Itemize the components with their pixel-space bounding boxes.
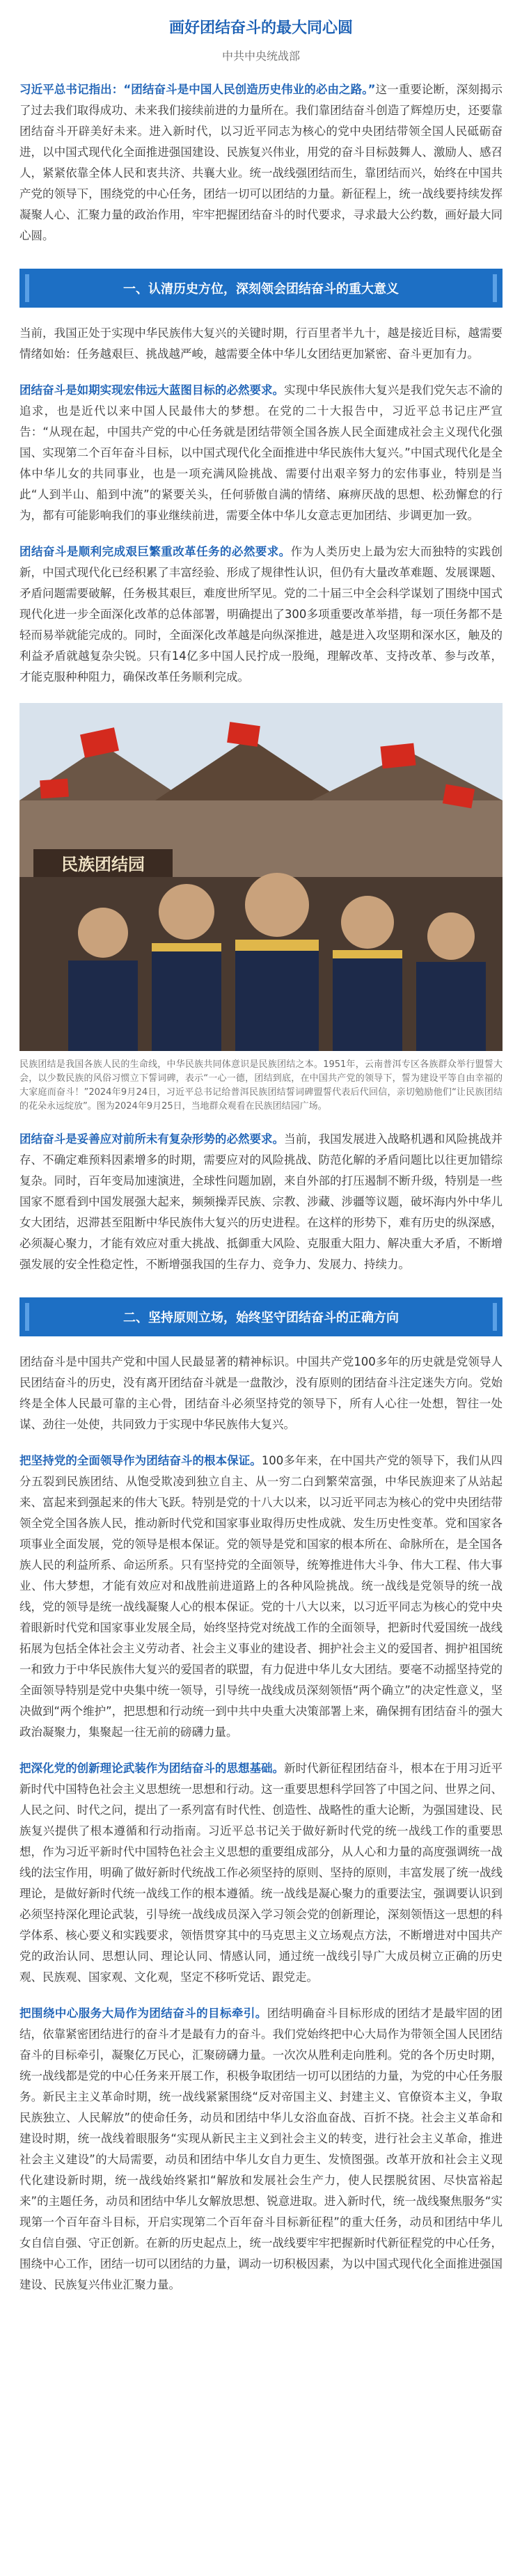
section2-p3-lead: 把深化党的创新理论武装作为团结奋斗的思想基础。 [19,1762,285,1775]
section1-p4-lead: 团结奋斗是妥善应对前所未有复杂形势的必然要求。 [19,1132,285,1146]
section1-paragraph-1: 当前，我国正处于实现中华民族伟大复兴的关键时期，行百里者半九十，越是接近目标，越需要情绪如始：任务越艰巨、挑战越严峻，越需要全体中华儿女团结更加紧密、奋斗更加有力。 [19,326,503,361]
section-heading-1: 一、认清历史方位，深刻领会团结奋斗的重大意义 [19,269,503,308]
section2-paragraph-1: 团结奋斗是中国共产党和中国人民最显著的精神标识。中国共产党100多年的历史就是党领导人民团结奋斗的历史，没有离开团结奋斗就是一盘散沙，没有原则的团结奋斗注定迷失方向。党始终是全体人民最可靠的主心骨，团结奋斗必须坚持党的领导下，所有人心往一处想，智往一处谋、劲往一处使，共同致力于实现中华民族伟大复兴。 [19,1355,503,1431]
photo-sign-text: 民族团结园 [61,855,145,874]
section2-paragraph-2 [19,1451,503,1743]
section1-p4-text: 当前，我国发展进入战略机遇和风险挑战并存、不确定难预料因素增多的时期，需要应对的风险挑战、防范化解的矛盾问题比以往更加错综复杂。同时，百年变局加速演进，全球性问题加剧，来自外部的打压遏制不断升级，特别是一些国家不愿看到中国发展强大起来，频频操弄民族、宗教、涉藏、涉疆等议题，破坏海内外中华儿女大团结，迟滞甚至阻断中华民族伟大复兴的历史进程。在这样的形势下，难有历史的纵深感，必须凝心聚力，才能有效应对重大挑战、抵御重大风险、克服重大阻力、解决重大矛盾，不断增强发展的安全性稳定性，不断增强我国的生存力、竞争力、发展力、持续力。 [19,1132,503,1271]
intro-lead: 习近平总书记指出：“团结奋斗是中国人民创造历史伟业的必由之路。” [19,83,376,96]
section1-paragraph-2 [19,380,503,526]
section2-paragraph-4 [19,2003,503,2296]
section1-p2-lead: 团结奋斗是如期实现宏伟远大蓝图目标的必然要求。 [19,384,285,397]
intro-text: 这一重要论断，深刻揭示了过去我们取得成功、未来我们接续前进的力量所在。我们靠团结奋斗创造了辉煌历史，还要靠团结奋斗开辟美好未来。进入新时代，以习近平同志为核心的党中央团结带领全国人民砥砺奋进，以中国式现代化全面推进强国建设、民族复兴伟业，用党的奋斗目标鼓舞人、激励人、感召人，紧紧依靠全体人民和衷共济、共襄大业。统一战线强团结而生，靠团结而兴，始终在中国共产党的领导下，围绕党的中心任务，团结一切可以团结的力量。新征程上，统一战线要持续发挥凝聚人心、汇聚力量的政治作用，牢牢把握团结奋斗的时代要求，寻求最大公约数，画好最大同心圆。 [19,83,503,242]
section1-paragraph-4 [19,1129,503,1275]
news-photo [19,703,503,1051]
section2-p2-text: 100多年来，在中国共产党的领导下，我们从四分五裂到民族团结、从饱受欺凌到独立自主、从一穷二白到繁荣富强，中华民族迎来了从站起来、富起来到强起来的伟大飞跃。特别是党的十八大以来，以习近平同志为核心的党中央团结带领全党全国各族人民，推动新时代党和国家事业取得历史性成就、发生历史性变革。党和国家各项事业全面发展，党的领导是根本保证。党的领导是党和国家的根本所在、命脉所在，是全国各族人民的利益所系、命运所系。只有坚持党的全面领导，统筹推进伟大斗争、伟大工程、伟大事业、伟大梦想，才能有效应对和战胜前进道路上的各种风险挑战。统一战线是党领导的统一战线，党的领导是统一战线凝聚人心的根本保证。党的十八大以来，以习近平同志为核心的党中央着眼新时代党和国家事业发展全局，始终坚持党对统战工作的全面领导，把新时代爱国统一战线拓展为包括全体社会主义劳动者、社会主义事业的建设者、拥护社会主义的爱国者、拥护祖国统一和致力于中华民族伟大复兴的爱国者的联盟，有力促进中华儿女大团结。要毫不动摇坚持党的全面领导特别是党中央集中统一领导，引导统一战线成员深刻领悟“两个确立”的决定性意义，坚决做到“两个维护”，把思想和行动统一到中共中央重大决策部署上来，确保拥有团结奋斗的强大政治凝聚力，集聚起一往无前的磅礴力量。 [19,1454,503,1739]
article-source: 中共中央统战部 [221,49,300,63]
section-heading-2: 二、坚持原则立场，始终坚守团结奋斗的正确方向 [19,1297,503,1336]
section2-p3-text: 新时代新征程团结奋斗，根本在于用习近平新时代中国特色社会主义思想统一思想和行动。这一重要思想科学回答了中国之问、世界之问、人民之问、时代之问，提出了一系列富有时代性、创造性、战略性的重大论断，为强国建设、民族复兴提供了根本遵循和行动指南。习近平总书记关于做好新时代党的统一战线工作的重要思想，作为习近平新时代中国特色社会主义思想的重要组成部分，从人心和力量的高度强调统一战线的法宝作用，明确了做好新时代统战工作必须坚持的原则、坚持的原则，丰富发展了统一战线理论，是做好新时代统一战线工作的根本遵循。统一战线是凝心聚力的重要法宝，强调要认识到必须坚持深化理论武装，引导统一战线成员深入学习领会党的创新理论，深刻领悟这一思想的科学体系、核心要义和实践要求，领悟贯穿其中的马克思主义立场观点方法，不断增进对中国共产党的政治认同、思想认同、理论认同、情感认同，通过统一战线引导广大成员树立正确的历史观、民族观、国家观、文化观，坚定不移听党话、跟党走。 [19,1762,503,1984]
section1-p3-lead: 团结奋斗是顺利完成艰巨繁重改革任务的必然要求。 [19,545,291,558]
article-title: 画好团结奋斗的最大同心圆 [168,19,353,37]
section2-p4-text: 团结明确奋斗目标形成的团结才是最牢固的团结，依靠紧密团结进行的奋斗才是最有力的奋斗。我们党始终把中心大局作为带领全国人民团结奋斗的目标牵引，凝聚亿万民心，汇聚磅礴力量。一次次从胜利走向胜利。党的各个历史时期，统一战线都是党的中心任务来开展工作，积极争取团结一切可以团结的力量，为党的中心任务服务。新民主主义革命时期，统一战线紧紧围绕“反对帝国主义、封建主义、官僚资本主义，争取民族独立、人民解放”的使命任务，动员和团结中华儿女浴血奋战、百折不挠。社会主义革命和建设时期，统一战线着眼服务“实现从新民主主义到社会主义的转变，进行社会主义革命，推进社会主义建设”的大局需要，动员和团结中华儿女自力更生、发愤图强。改革开放和社会主义现代化建设新时期，统一战线始终紧扣“解放和发展社会生产力，使人民摆脱贫困、尽快富裕起来”的主题任务，动员和团结中华儿女解放思想、锐意进取。进入新时代，统一战线聚焦服务“实现第一个百年奋斗目标，开启实现第二个百年奋斗目标新征程”的重大任务，动员和团结中华儿女自信自强、守正创新。在新的历史起点上，统一战线要牢牢把握新时代新征程党的中心任务，围绕中心工作，团结一切可以团结的力量，调动一切积极因素，为以中国式现代化全面推进强国建设、民族复兴伟业汇聚力量。 [19,2007,503,2291]
section1-p2-text: 实现中华民族伟大复兴是我们党矢志不渝的追求，也是近代以来中国人民最伟大的梦想。在党的二十大报告中，习近平总书记庄严宣告：“从现在起，中国共产党的中心任务就是团结带领全国各族人民全面建成社会主义现代化强国、实现第二个百年奋斗目标，以中国式现代化全面推进中华民族伟大复兴。”中国式现代化是全体中华儿女的共同事业，也是一项充满风险挑战、需要付出艰辛努力的宏伟事业，特别是当此“人到半山、船到中流”的紧要关头，任何骄傲自满的情绪、麻痹厌战的思想、松劲懈怠的行为，都有可能影响我们的事业继续前进，需要全体中华儿女意志更加团结、步调更加一致。 [19,384,503,522]
section1-paragraph-3 [19,542,503,688]
photo-caption: 民族团结是我国各族人民的生命线，中华民族共同体意识是民族团结之本。1951年，云南普洱专区各族群众举行盟誓大会，以少数民族的风俗习惯立下誓词碑，表示“一心一德，团结到底，在中国共产党的领导下，誓为建设平等自由幸福的大家庭而奋斗！”2024年9月24日，习近平总书记给普洱民族团结誓词碑盟誓代表后代回信，亲切勉励他们“让民族团结的花朵永远绽放”。图为2024年9月25日，当地群众观看在民族团结园广场。 [19,1059,503,1112]
section1-p3-text: 作为人类历史上最为宏大而独特的实践创新，中国式现代化已经积累了丰富经验、形成了规律性认识，但仍有大量改革难题、发展课题、矛盾问题需要破解，任务极其艰巨，难度世所罕见。党的二十届三中全会科学谋划了围绕中国式现代化进一步全面深化改革的总体部署，明确提出了300多项重要改革举措，每一项任务都不是轻而易举就能完成的。同时，全面深化改革越是向纵深推进，越是进入攻坚期和深水区，触及的利益矛盾就越复杂尖锐。只有14亿多中国人民拧成一股绳，理解改革、支持改革、参与改革，才能克服种种阻力，确保改革任务顺利完成。 [19,545,503,683]
intro-paragraph [19,79,503,246]
section2-p4-lead: 把围绕中心服务大局作为团结奋斗的目标牵引。 [19,2007,267,2020]
section2-p2-lead: 把坚持党的全面领导作为团结奋斗的根本保证。 [19,1454,262,1467]
section2-paragraph-3 [19,1758,503,1988]
